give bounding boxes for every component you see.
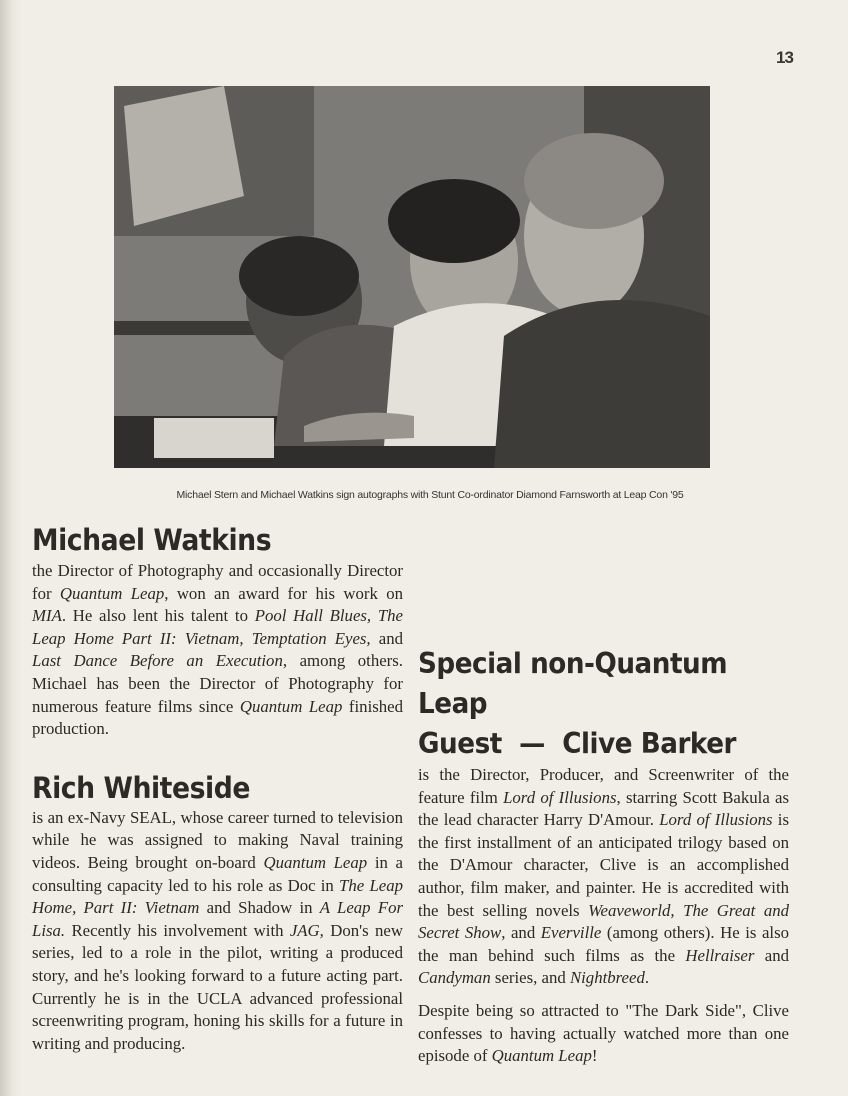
photo-caption: Michael Stern and Michael Watkins sign autographs with Stunt Co-ordinator Diamond Farnsworth at Leap Con '95 [176,489,684,501]
page-number: 13 [776,48,793,67]
heading-michael-watkins: Michael Watkins [32,523,272,557]
left-column [32,518,403,1055]
photo-illustration [114,86,710,468]
column-spacer [418,526,789,618]
barker-quote: Despite being so attracted to "The Dark Side", Clive confesses to having actually watched more than one episode of Quantum Leap! [418,1000,789,1066]
autograph-photo [114,86,710,468]
whiteside-bio: is an ex-Navy SEAL, whose career turned to television while he was assigned to making Naval training videos. Being brought on-board Quantum Leap in a consulting capacity led to his role as Doc in The Leap Home, Part II: Vietnam and Shadow in A Leap For Lisa. Recently his involvement with JAG, Don's new series, led to a role in the pilot, writing a produced story, and he's looking forward to a future acting part. Currently he is in the UCLA advanced professional screenwriting program, honing his skills for a future in writing and producing. [32,807,404,1053]
watkins-bio: the Director of Photography and occasionally Director for Quantum Leap, won an award for his work on MIA. He also lent his talent to Pool Hall Blues, The Leap Home Part II: Vietnam, Temptation Eyes, and Last Dance Before an Execution, among others. Michael has been the Director of Photography for numerous feature films since Quantum Leap finished production. [32,561,403,739]
page-edge [0,0,22,1096]
barker-bio: is the Director, Producer, and Screenwriter of the feature film Lord of Illusions, starring Scott Bakula as the lead character Harry D'Amour. Lord of Illusions is the first installment of an anticipated trilogy based on the D'Amour character, Clive is an accomplished author, film maker, and painter. He is accredited with the best selling novels Weaveworld, The Great and Secret Show, and Everville (among others). He is also the man behind such films as the Hellraiser and Candyman series, and Nightbreed. [418,765,790,988]
heading-rich-whiteside: Rich Whiteside [32,770,250,805]
right-column [418,526,789,1068]
heading-clive-barker: Special non-Quantum Leap Guest — Clive Barker [418,647,737,760]
